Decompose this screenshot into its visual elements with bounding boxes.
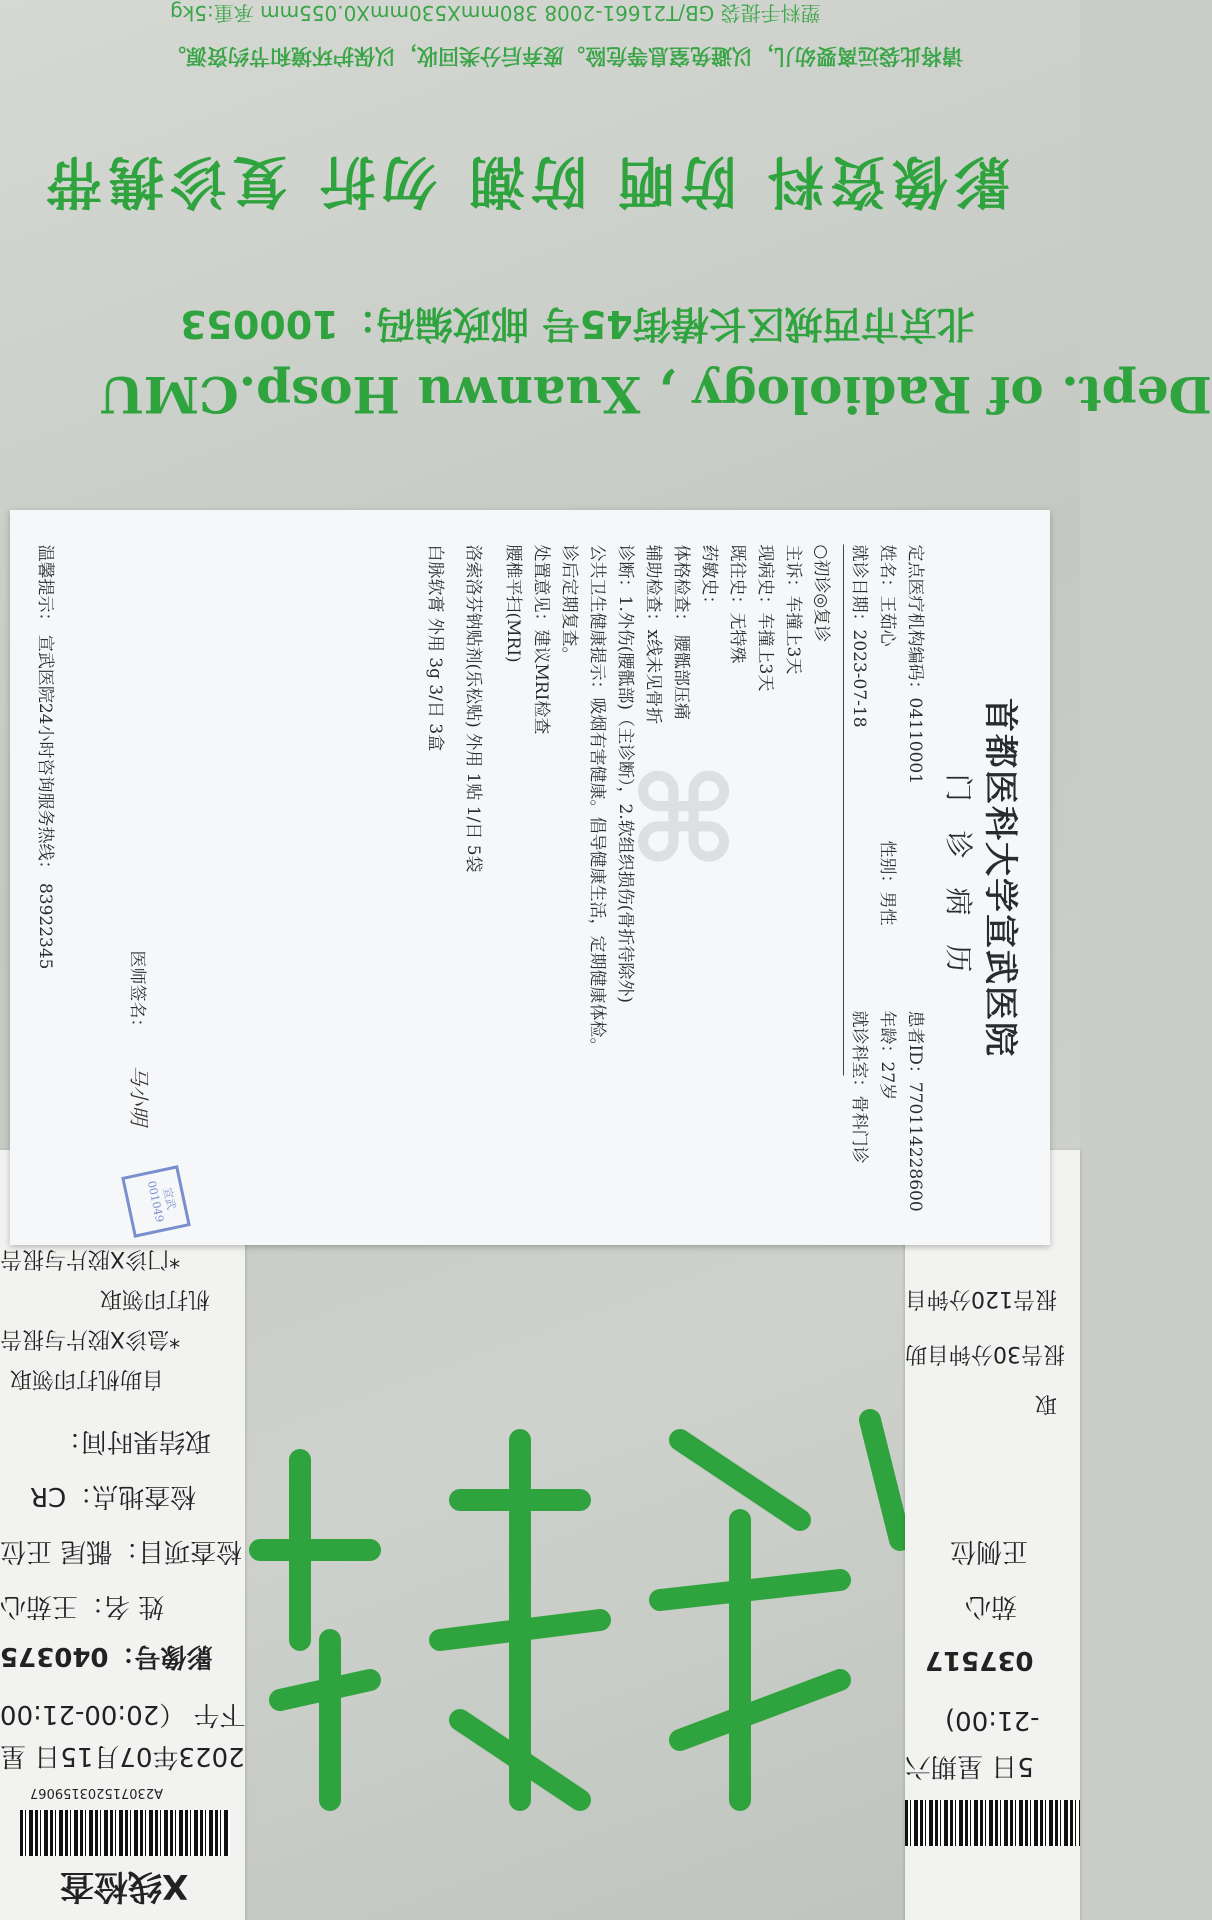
hotline-tip: 温馨提示： 宣武医院24小时咨询服务热线： 83922345 [35,544,55,969]
receipt-left-place: 检查地点：CR [30,1481,197,1511]
outpatient-record-paper [10,510,1050,1245]
receipt-left-item: 检查项目：骶尾 正位 [0,1536,243,1566]
outpatient-record-content [10,510,1050,1245]
order-mri: 腰椎平扫(MRI) [503,544,523,663]
patient-id: 患者ID：770114228600 [905,1010,925,1212]
doctor-sign-label: 医师签名： [127,950,147,1035]
receipt-right-barcode [905,1800,1080,1846]
receipt-right [905,1150,1080,1920]
bag-spec-line: 塑料手提袋 GB/T21661-2008 380mmX530mmX0.055mm 承重:5kg [170,1,821,25]
receipt-left [0,1150,245,1920]
receipt-left-barcode [20,1810,230,1856]
record-title: 门 诊 病 历 [942,773,975,982]
visit-department: 就诊科室：骨科门诊 [849,1010,869,1163]
receipt-left-time: 下午 （20:00-21:00 [0,1699,246,1729]
visit-date: 就诊日期：2023-07-18 [849,544,869,728]
receipt-right-date: 5日 星期六 [905,1751,1034,1781]
visit-type: ○初诊◎复诊 [811,544,831,642]
chief-complaint: 主诉：车撞上3天 [783,544,803,674]
order-ointment: 白脉软膏 外用 3g 3/日 3盒 [425,544,445,751]
physical-exam: 体格检查： 腰骶部压痛 [671,544,691,720]
patient-sex: 性别：男性 [877,840,897,925]
receipt-right-item: 正侧位 [950,1536,1029,1566]
bag-warning-line: 请将此袋远离婴幼儿，以避免窒息等危险。废弃后分类回收，以保护环境和节约资源。 [165,44,963,68]
present-history: 现病史：车撞上3天 [755,544,775,691]
past-history: 既往史：无特殊 [727,544,747,663]
receipt-left-note-4: *门诊X胶片与报告 [0,1246,181,1271]
receipt-right-time: -21:00) [945,1705,1040,1735]
bag-slogan: 影像资料 防晒 防潮 勿折 复诊携带 [40,148,1010,213]
institution-code: 定点医疗机构编码：04110001 [905,544,925,784]
followup-note: 诊后定期复查。 [559,544,579,663]
receipt-left-date: 2023年07月15日 星 [0,1741,245,1771]
receipt-right-note-2: 报告30分钟自助 [905,1341,1065,1366]
order-patch: 洛索洛芬钠贴剂(乐松贴) 外用 1贴 1/日 5袋 [463,544,483,873]
hospital-stamp: 宣武 001049 [121,1165,191,1238]
health-tip: 公共卫生健康提示：吸烟有害健康。倡导健康生活，定期健康体检。 [587,544,607,1054]
watermark-shape: ⌘ [609,760,750,872]
receipt-left-title: X线检查 [60,1866,189,1906]
hospital-name: 首都医科大学宣武医院 [980,697,1020,1058]
bag-large-green-lettering [240,1380,920,1840]
auxiliary-exam: 辅助检查：x线未见骨折 [643,544,663,724]
receipt-left-barcode-number: A230715203159067 [30,1785,163,1800]
doctor-signature: 马小明 [127,1065,151,1125]
receipt-left-result-time: 取结果时间： [55,1426,212,1456]
patient-age: 年龄：27岁 [877,1010,897,1100]
allergy-history: 药敏史： [699,544,719,612]
receipt-left-note-2: *急诊X胶片与报告 [0,1326,181,1351]
bag-address: 北京市西城区长椿街45号 邮政编码：100053 [180,302,975,346]
disposition: 处置意见：建议MRI检查 [531,544,551,734]
receipt-left-name: 姓 名：王茹心 [0,1591,165,1621]
receipt-left-image-no: 影像号：040375 [0,1641,213,1671]
receipt-right-note-1: 报告120分钟自 [905,1286,1057,1311]
receipt-right-name: 茹心 [965,1591,1018,1621]
header-divider [843,544,844,1075]
bag-dept: Dept. of Radiology , Xuanwu Hosp.CMU [100,365,1212,424]
receipt-right-image-no: 037517 [925,1645,1034,1675]
receipt-left-note-1: 自助机打印领取 [10,1366,165,1391]
diagnosis: 诊断：1.外伤(腰骶部)（主诊断），2.软组织损伤(骨折待除外) [615,544,635,1003]
patient-name: 姓名：王茹心 [877,544,897,646]
receipt-left-note-3: 机打印领取 [100,1286,211,1311]
receipt-right-note-3: 取 [1035,1391,1058,1416]
